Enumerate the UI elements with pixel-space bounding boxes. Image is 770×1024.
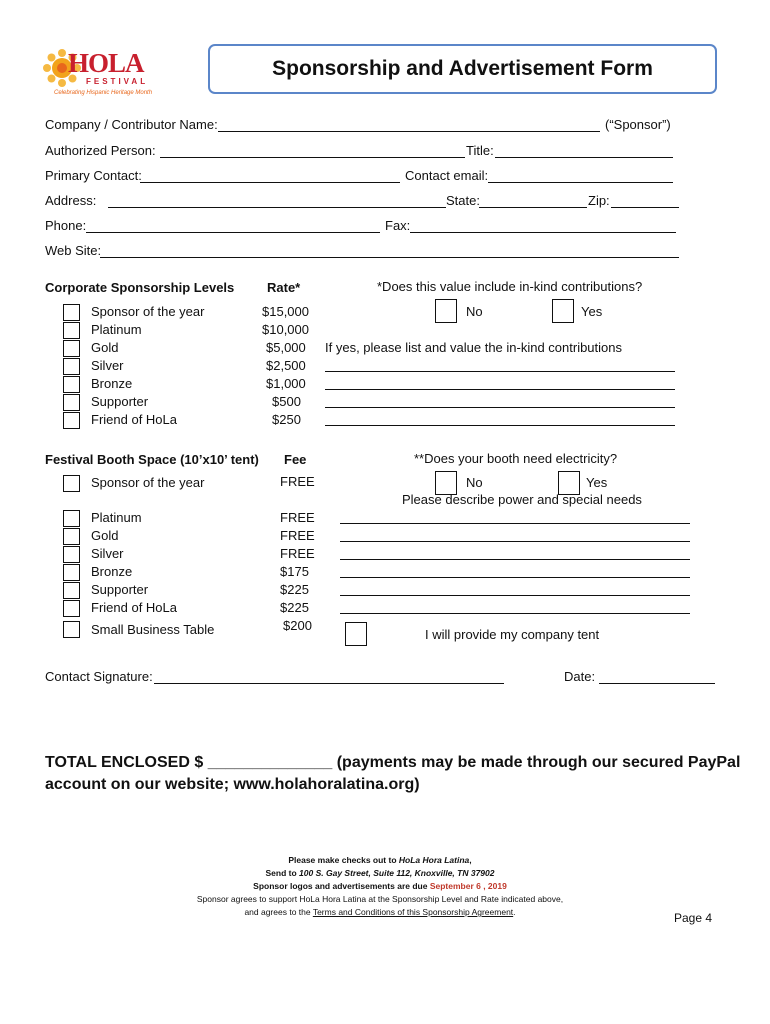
booth-level-name: Small Business Table xyxy=(91,622,215,637)
booth-level-name: Gold xyxy=(91,528,119,543)
total-line-1: TOTAL ENCLOSED $ ______________ (payments may be made through our secured PayPal xyxy=(45,754,741,771)
zip-label: Zip: xyxy=(588,193,610,208)
sponsor-level-rate: $500 xyxy=(272,394,301,409)
date-field[interactable] xyxy=(599,683,715,684)
booth-level-checkbox[interactable] xyxy=(63,600,80,617)
fee-heading: Fee xyxy=(284,452,307,467)
sponsor-suffix: (“Sponsor”) xyxy=(605,117,671,132)
footer-send-address: 100 S. Gay Street, Suite 112, Knoxville, TN 37902 xyxy=(299,868,495,878)
logo-text: HOLA xyxy=(68,48,144,78)
inkind-question: *Does this value include in-kind contributions? xyxy=(377,279,643,294)
footer-checks-prefix: Please make checks out to xyxy=(288,855,397,865)
inkind-line[interactable] xyxy=(325,425,675,426)
primary-contact-label: Primary Contact: xyxy=(45,168,142,183)
electricity-yes-label: Yes xyxy=(586,475,608,490)
inkind-list-label: If yes, please list and value the in-kind contributions xyxy=(325,340,623,355)
sponsor-level-rate: $2,500 xyxy=(266,358,306,373)
booth-level-fee: $200 xyxy=(283,618,312,633)
booth-level-fee: FREE xyxy=(280,528,315,543)
booth-level-fee: $225 xyxy=(280,582,309,597)
sponsor-level-checkbox[interactable] xyxy=(63,394,80,411)
sponsor-level-rate: $5,000 xyxy=(266,340,306,355)
address-label: Address: xyxy=(45,193,97,208)
booth-level-name: Friend of HoLa xyxy=(91,600,177,615)
email-field[interactable] xyxy=(488,182,673,183)
booth-level-checkbox[interactable] xyxy=(63,510,80,527)
state-label: State: xyxy=(446,193,480,208)
footer-checks-payee: HoLa Hora Latina xyxy=(398,855,470,865)
booth-level-fee: FREE xyxy=(280,546,315,561)
hola-logo xyxy=(42,46,172,106)
inkind-line[interactable] xyxy=(325,389,675,390)
inkind-no-label: No xyxy=(466,304,483,319)
fax-label: Fax: xyxy=(385,218,411,233)
booth-level-fee: FREE xyxy=(280,474,315,489)
date-label: Date: xyxy=(564,669,596,684)
footer-terms-prefix: and agrees to the xyxy=(244,907,311,917)
sponsor-level-rate: $15,000 xyxy=(262,304,309,319)
footer-send-prefix: Send to xyxy=(265,868,297,878)
rate-heading: Rate* xyxy=(267,280,301,295)
footer-send xyxy=(150,868,610,878)
electricity-question: **Does your booth need electricity? xyxy=(414,451,618,466)
zip-field[interactable] xyxy=(611,207,679,208)
booth-level-checkbox[interactable] xyxy=(63,582,80,599)
tent-label: I will provide my company tent xyxy=(425,627,600,642)
authorized-label: Authorized Person: xyxy=(45,143,156,158)
company-field[interactable] xyxy=(218,131,600,132)
title-box xyxy=(208,44,717,94)
state-field[interactable] xyxy=(479,207,587,208)
footer-due-date: September 6 , 2019 xyxy=(429,881,507,891)
inkind-yes-checkbox[interactable] xyxy=(552,299,574,323)
booth-level-name: Silver xyxy=(91,546,124,561)
tent-checkbox[interactable] xyxy=(345,622,367,646)
sponsor-level-name: Gold xyxy=(91,340,119,355)
footer-due-prefix: Sponsor logos and advertisements are due xyxy=(253,881,428,891)
footer-due xyxy=(150,881,610,891)
sponsor-level-rate: $1,000 xyxy=(266,376,306,391)
total-line-2: account on our website; www.holahoralatina.org) xyxy=(45,776,420,793)
power-line[interactable] xyxy=(340,613,690,614)
sponsor-level-checkbox[interactable] xyxy=(63,376,80,393)
inkind-line[interactable] xyxy=(325,371,675,372)
electricity-no-label: No xyxy=(466,475,483,490)
sponsor-level-name: Friend of HoLa xyxy=(91,412,177,427)
logo-tagline: Celebrating Hispanic Heritage Month xyxy=(54,90,153,96)
footer-checks: Please make checks out to HoLa Hora Latina, xyxy=(288,855,472,865)
website-field[interactable] xyxy=(100,257,679,258)
power-line[interactable] xyxy=(340,541,690,542)
inkind-yes-label: Yes xyxy=(581,304,603,319)
inkind-no-checkbox[interactable] xyxy=(435,299,457,323)
booth-level-fee: $225 xyxy=(280,600,309,615)
power-line[interactable] xyxy=(340,559,690,560)
sponsor-level-name: Sponsor of the year xyxy=(91,304,205,319)
footer-agree xyxy=(150,894,610,904)
booth-level-fee: FREE xyxy=(280,510,315,525)
booth-level-checkbox[interactable] xyxy=(63,621,80,638)
sponsor-level-name: Silver xyxy=(91,358,124,373)
logo-subtext: FESTIVAL xyxy=(86,77,149,86)
sponsor-level-rate: $250 xyxy=(272,412,301,427)
sponsorship-heading: Corporate Sponsorship Levels xyxy=(45,280,235,295)
sponsor-level-checkbox[interactable] xyxy=(63,304,80,321)
website-label: Web Site: xyxy=(45,243,102,258)
title-field[interactable] xyxy=(495,157,673,158)
footer-agree-line: Sponsor agrees to support HoLa Hora Latina at the Sponsorship Level and Rate indicated above, xyxy=(196,894,564,904)
sponsor-level-name: Platinum xyxy=(91,322,142,337)
booth-level-fee: $175 xyxy=(280,564,309,579)
sponsor-level-rate: $10,000 xyxy=(262,322,309,337)
signature-field[interactable] xyxy=(154,683,504,684)
primary-contact-field[interactable] xyxy=(140,182,400,183)
title-label: Title: xyxy=(466,143,494,158)
footer-terms: and agrees to the Terms and Conditions of this Sponsorship Agreement. xyxy=(244,907,516,917)
phone-field[interactable] xyxy=(86,232,380,233)
fax-field[interactable] xyxy=(410,232,676,233)
booth-level-name: Sponsor of the year xyxy=(91,475,205,490)
booth-heading: Festival Booth Space (10’x10’ tent) xyxy=(45,452,259,467)
booth-level-checkbox[interactable] xyxy=(63,546,80,563)
sponsor-level-checkbox[interactable] xyxy=(63,412,80,429)
signature-label: Contact Signature: xyxy=(45,669,153,684)
phone-label: Phone: xyxy=(45,218,87,233)
power-line[interactable] xyxy=(340,523,690,524)
sponsor-level-checkbox[interactable] xyxy=(63,322,80,339)
booth-level-name: Platinum xyxy=(91,510,142,525)
inkind-line[interactable] xyxy=(325,407,675,408)
sponsor-level-name: Supporter xyxy=(91,394,149,409)
authorized-field[interactable] xyxy=(160,157,465,158)
booth-level-checkbox[interactable] xyxy=(63,475,80,492)
sponsor-level-checkbox[interactable] xyxy=(63,358,80,375)
company-label: Company / Contributor Name: xyxy=(45,117,218,132)
booth-level-name: Supporter xyxy=(91,582,149,597)
power-label: Please describe power and special needs xyxy=(402,492,642,507)
power-line[interactable] xyxy=(340,595,690,596)
power-line[interactable] xyxy=(340,577,690,578)
booth-level-checkbox[interactable] xyxy=(63,564,80,581)
email-label: Contact email: xyxy=(405,168,489,183)
sponsor-level-name: Bronze xyxy=(91,376,133,391)
address-field[interactable] xyxy=(108,207,446,208)
page-title: Sponsorship and Advertisement Form xyxy=(272,57,653,80)
booth-level-name: Bronze xyxy=(91,564,133,579)
sponsor-level-checkbox[interactable] xyxy=(63,340,80,357)
booth-level-checkbox[interactable] xyxy=(63,528,80,545)
page-number: Page 4 xyxy=(674,911,713,925)
terms-link[interactable]: Terms and Conditions of this Sponsorship Agreement xyxy=(312,907,514,917)
